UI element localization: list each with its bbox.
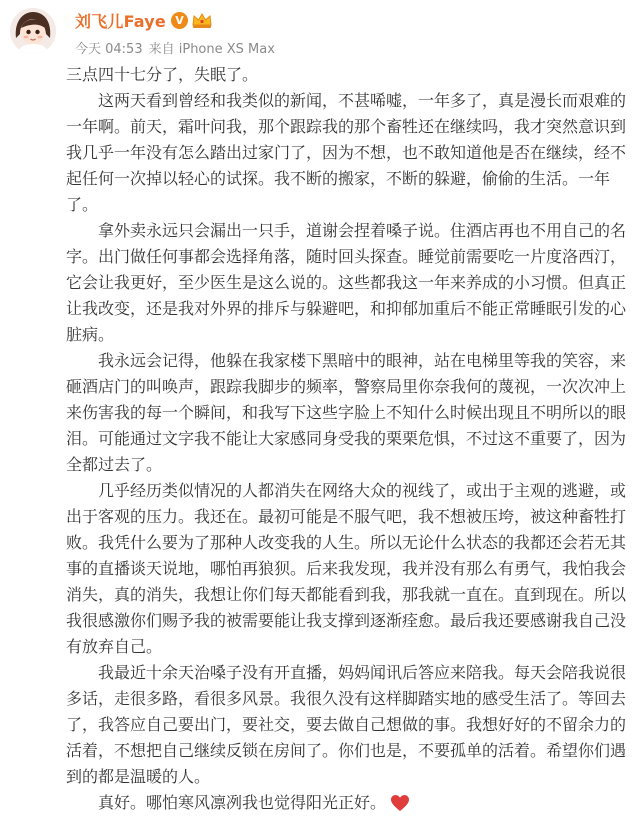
post-paragraph: 我最近十余天治嗓子没有开直播，妈妈闻讯后答应来陪我。每天会陪我说很多话，走很多路，看很多风景。我很久没有这样脚踏实地的感受生活了。等回去了，我答应自己要出门，要社交，要去做自己想做的事。我想好好的不留余力的活着，不想把自己继续反锁在房间了。你们也是，不要孤单的活着。希望你们遇到的都是温暖的人。 bbox=[66, 663, 627, 786]
author-name[interactable]: 刘飞儿Faye bbox=[75, 11, 166, 31]
avatar-icon bbox=[10, 8, 56, 54]
post-body bbox=[66, 62, 636, 816]
post-meta bbox=[75, 38, 275, 57]
post-header bbox=[0, 0, 640, 64]
post-paragraph-last bbox=[66, 790, 636, 816]
crown-icon[interactable] bbox=[191, 11, 213, 29]
post-paragraph: 拿外卖永远只会漏出一只手，道谢会捏着嗓子说。住酒店再也不用自己的名字。出门做任何事都会选择角落，随时回头探查。睡觉前需要吃一片度洛西汀，它会让我更好，至少医生是这么说的。这些都我这一年来养成的小习惯。但真正让我改变，还是我对外界的排斥与躲避吧，和抑郁加重后不能正常睡眠引发的心脏病。 bbox=[66, 221, 627, 344]
avatar[interactable] bbox=[10, 8, 56, 54]
post-paragraph: 三点四十七分了，失眠了。 bbox=[66, 65, 259, 84]
post-time: 今天 04:53 bbox=[75, 42, 143, 57]
post-paragraph: 几乎经历类似情况的人都消失在网络大众的视线了，或出于主观的逃避，或出于客观的压力。我还在。最初可能是不服气吧，我不想被压垮，被这种畜牲打败。我凭什么要为了那种人改变我的人生。所以无论什么状态的我都还会若无其事的直播谈天说地，哪怕再狼狈。后来我发现，我并没有那么有勇气，我怕我会消失，真的消失，我想让你们每天都能看到我，那我就一直在。直到现在。所以我很感激你们赐予我的被需要能让我支撑到逐渐痊愈。最后我还要感谢我自己没有放弃自己。 bbox=[66, 481, 627, 656]
heart-icon bbox=[390, 794, 410, 812]
post-paragraph: 这两天看到曾经和我类似的新闻，不甚唏嘘，一年多了，真是漫长而艰难的一年啊。前天，霜叶问我，那个跟踪我的那个畜牲还在继续吗，我才突然意识到我几乎一年没有怎么踏出过家门了，因为不想，也不敢知道他是否在继续，经不起任何一次掉以轻心的试探。我不断的搬家，不断的躲避，偷偷的生活。一年了。 bbox=[66, 91, 627, 214]
post-source[interactable]: 来自 iPhone XS Max bbox=[148, 42, 275, 57]
post-paragraph: 我永远会记得，他躲在我家楼下黑暗中的眼神，站在电梯里等我的笑容，来砸酒店门的叫唤声，跟踪我脚步的频率，警察局里你奈我何的蔑视，一次次冲上来伤害我的每一个瞬间，和我写下这些字脸上不知什么时候出现且不明所以的眼泪。可能通过文字我不能让大家感同身受我的栗栗危惧，不过这不重要了，因为全都过去了。 bbox=[66, 351, 627, 474]
user-line bbox=[75, 9, 213, 31]
verified-badge-icon: V bbox=[171, 12, 188, 29]
post-paragraph-text: 真好。哪怕寒风凛冽我也觉得阳光正好。 bbox=[98, 793, 387, 812]
